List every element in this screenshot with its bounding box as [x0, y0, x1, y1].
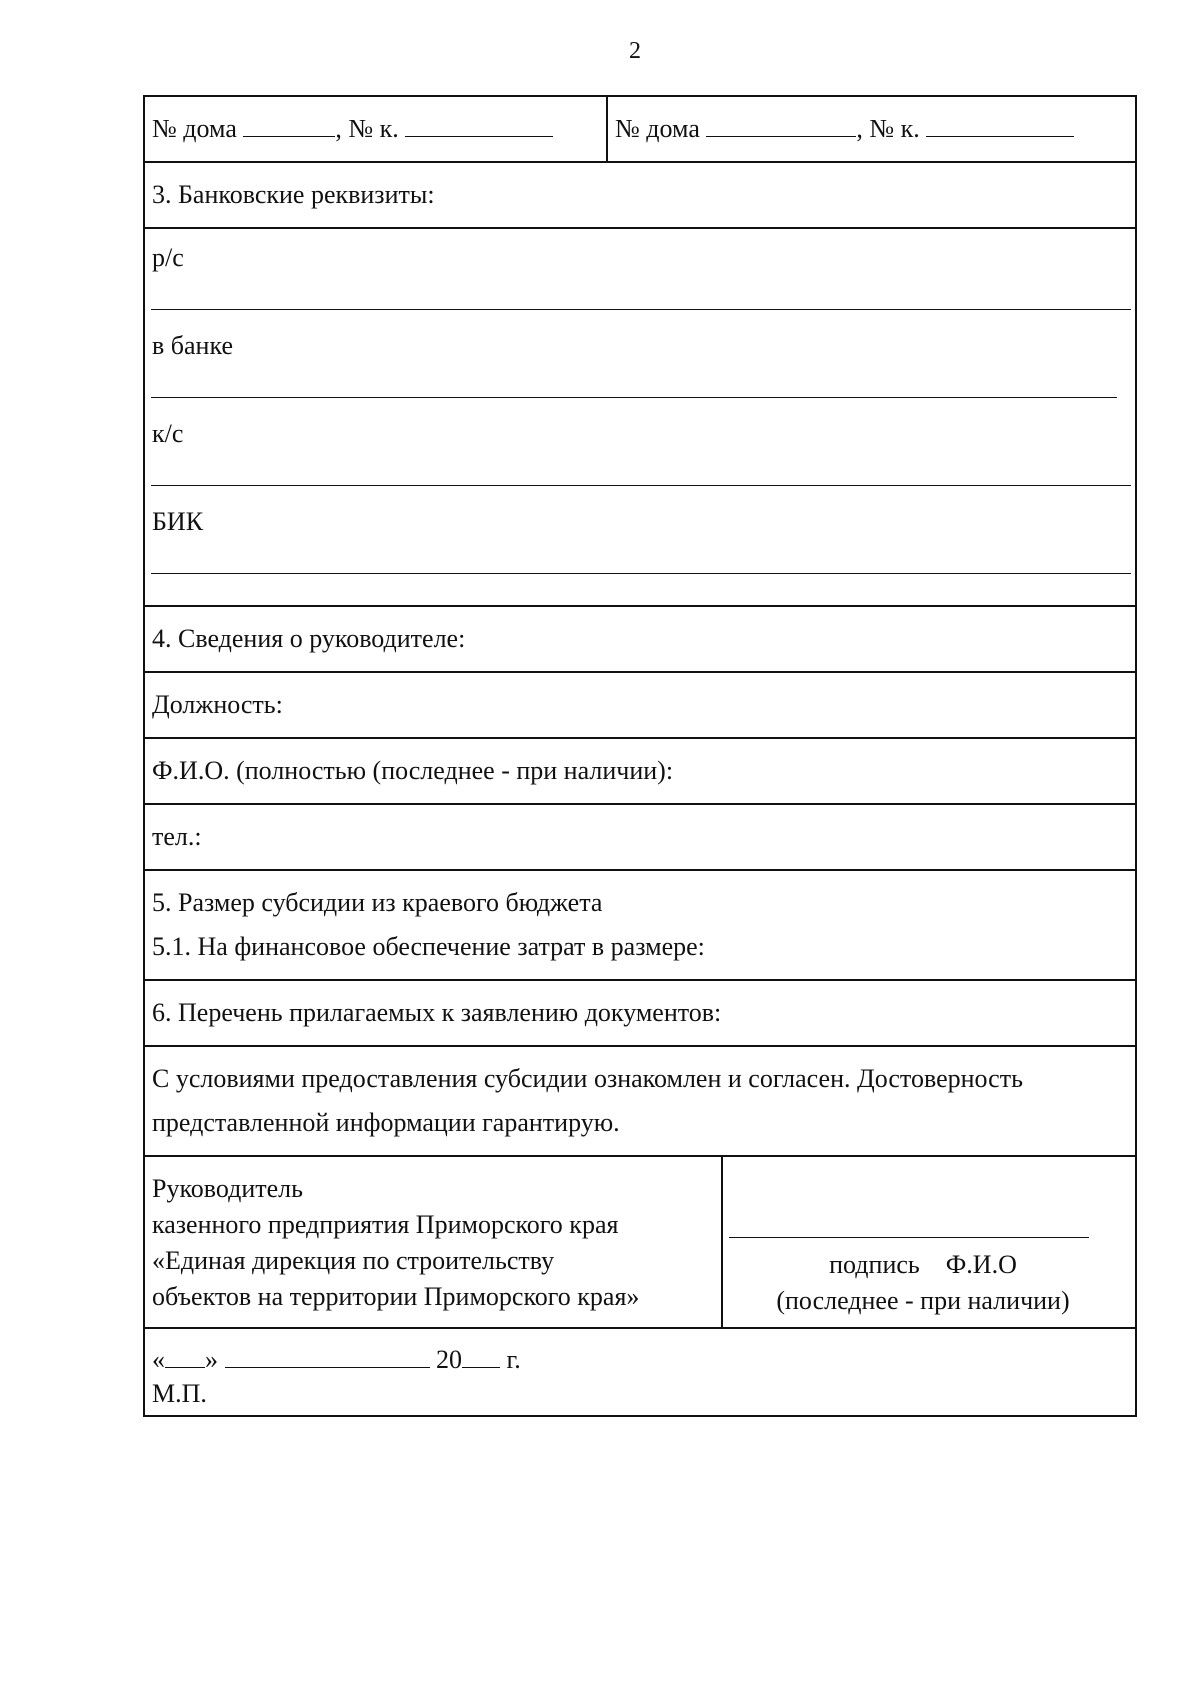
corr-account-label: к/с — [152, 419, 184, 448]
signatory-line-1: Руководитель — [152, 1174, 303, 1203]
address-right — [608, 97, 1135, 161]
signature-line[interactable] — [729, 1237, 1089, 1238]
stamp-label: М.П. — [152, 1379, 207, 1408]
bik-line[interactable] — [151, 573, 1131, 574]
consent-block — [145, 1047, 1135, 1157]
left-house-label: № дома — [152, 114, 237, 143]
account-label: р/с — [152, 243, 184, 272]
address-row — [145, 97, 1135, 163]
day-blank[interactable] — [165, 1347, 205, 1368]
full-name-field[interactable]: Ф.И.О. (полностью (последнее - при наличии): — [145, 739, 1135, 805]
account-line[interactable] — [151, 309, 1131, 310]
signatory-line-2: казенного предприятия Приморского края — [152, 1210, 619, 1239]
century-text: 20 — [436, 1345, 462, 1374]
year-blank[interactable] — [462, 1347, 500, 1368]
section5-item[interactable]: 5.1. На финансовое обеспечение затрат в размере: — [152, 932, 705, 961]
signatory-line-3: «Единая дирекция по строительству — [152, 1246, 555, 1275]
section3-title: 3. Банковские реквизиты: — [145, 163, 1135, 229]
page-number: 2 — [629, 38, 641, 64]
date-row — [145, 1329, 1135, 1415]
left-k-label: , № к. — [335, 114, 399, 143]
consent-line-1: С условиями предоставления субсидии ознакомлен и согласен. Достоверность — [152, 1064, 1023, 1093]
right-k-blank[interactable] — [926, 116, 1074, 137]
right-house-label: № дома — [615, 114, 700, 143]
section6-title: 6. Перечень прилагаемых к заявлению документов: — [145, 981, 1135, 1047]
signature-note: (последнее - при наличии) — [776, 1286, 1070, 1315]
consent-line-2: представленной информации гарантирую. — [152, 1108, 620, 1137]
corr-account-line[interactable] — [151, 485, 1131, 486]
signature-cell — [723, 1157, 1135, 1327]
section5-title: 5. Размер субсидии из краевого бюджета — [152, 888, 603, 917]
left-house-blank[interactable] — [243, 116, 335, 137]
bank-details — [145, 229, 1135, 607]
signature-row — [145, 1157, 1135, 1329]
right-k-label: , № к. — [856, 114, 920, 143]
phone-field[interactable]: тел.: — [145, 805, 1135, 871]
application-form — [143, 95, 1137, 1417]
section5 — [145, 871, 1135, 981]
position-field[interactable]: Должность: — [145, 673, 1135, 739]
signature-label: подпись Ф.И.О — [829, 1250, 1017, 1279]
date-open-quote: « — [152, 1345, 165, 1374]
section4-title: 4. Сведения о руководителе: — [145, 607, 1135, 673]
address-left — [145, 97, 608, 161]
month-blank[interactable] — [225, 1347, 430, 1368]
bank-line[interactable] — [151, 397, 1117, 398]
signatory-line-4: объектов на территории Приморского края» — [152, 1282, 640, 1311]
bik-label: БИК — [152, 507, 204, 536]
signatory-block — [145, 1157, 723, 1327]
left-k-blank[interactable] — [405, 116, 553, 137]
date-line — [152, 1343, 1135, 1377]
year-suffix: г. — [506, 1345, 521, 1374]
bank-label: в банке — [152, 331, 233, 360]
date-close-quote: » — [205, 1345, 218, 1374]
right-house-blank[interactable] — [706, 116, 856, 137]
